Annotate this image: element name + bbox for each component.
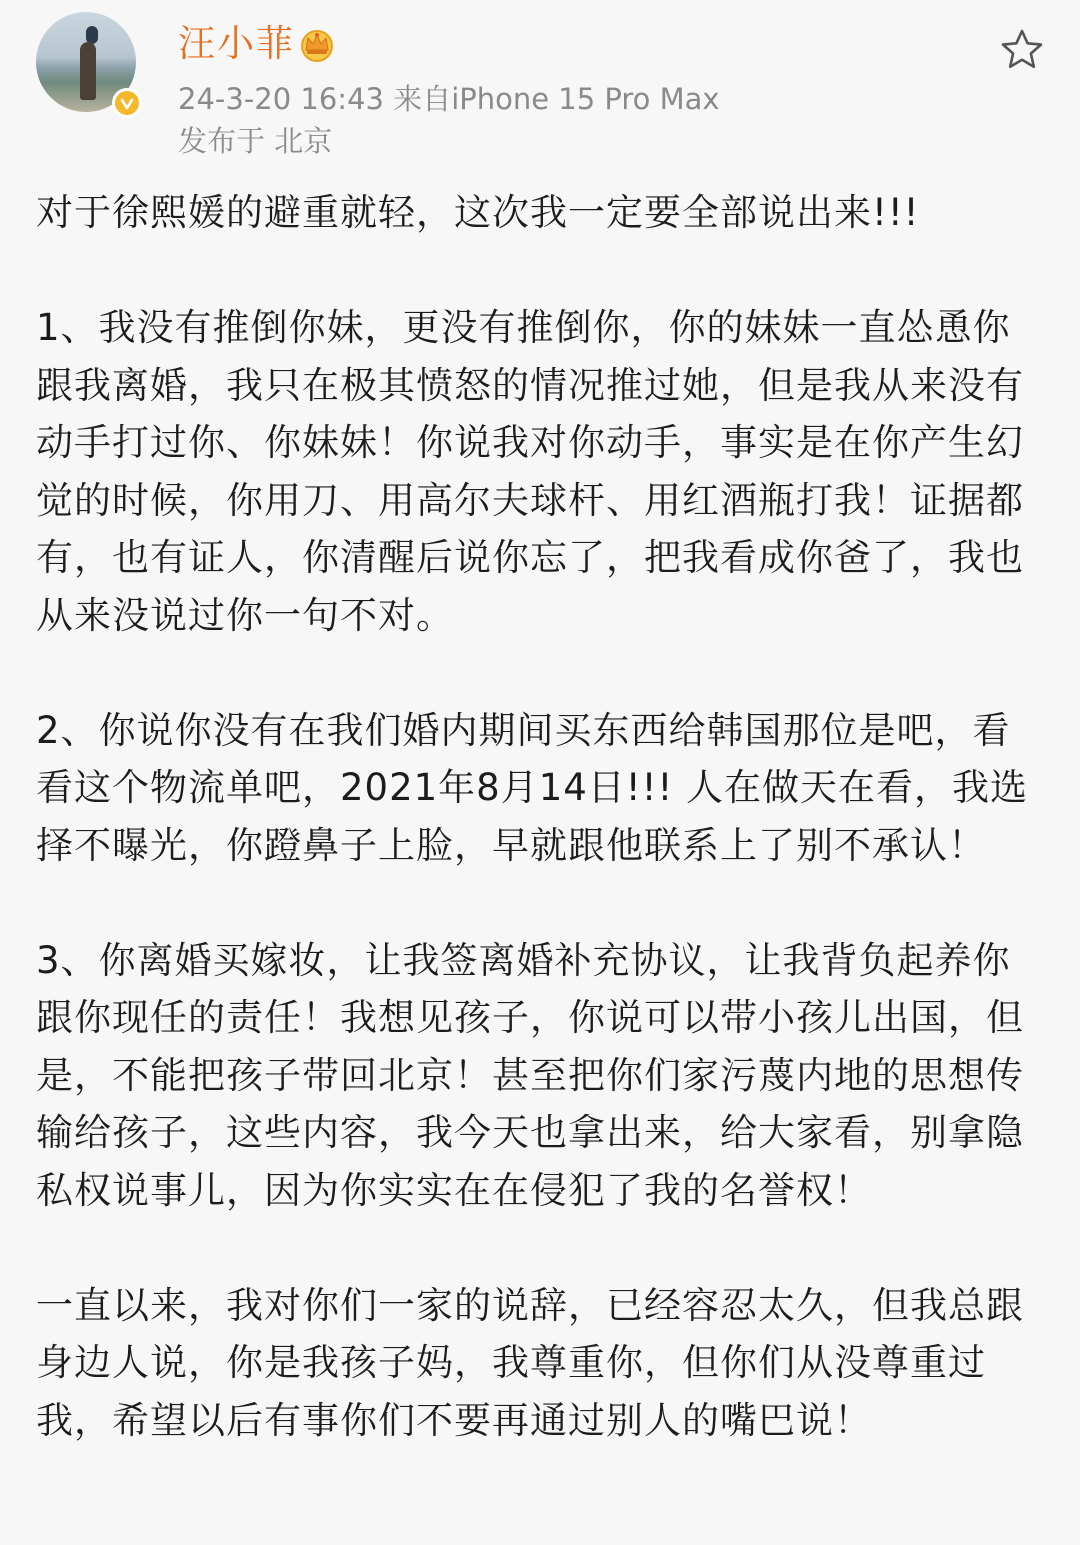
post-header [0, 0, 1080, 170]
star-icon[interactable] [998, 26, 1046, 74]
post-paragraph: 3、你离婚买嫁妆，让我签离婚补充协议，让我背负起养你跟你现任的责任！我想见孩子，你说可以带小孩儿出国，但是，不能把孩子带回北京！甚至把你们家污蔑内地的思想传输给孩子，这些内容，我今天也拿出来，给大家看，别拿隐私权说事儿，因为你实实在在侵犯了我的名誉权！ [36, 938, 1024, 1212]
post-paragraph: 对于徐熙媛的避重就轻，这次我一定要全部说出来!!! [36, 191, 920, 234]
post-body [36, 184, 1046, 1507]
verified-badge-icon [112, 88, 142, 118]
author-avatar[interactable] [36, 12, 142, 118]
post-time-source: 24-3-20 16:43 来自iPhone 15 Pro Max [178, 82, 720, 116]
crown-icon [298, 26, 336, 62]
author-name[interactable]: 汪小菲 [178, 22, 295, 65]
post-location: 发布于 北京 [178, 124, 333, 158]
post-paragraph: 1、我没有推倒你妹，更没有推倒你，你的妹妹一直怂恿你跟我离婚，我只在极其愤怒的情况推过她，但是我从来没有动手打过你、你妹妹！你说我对你动手，事实是在你产生幻觉的时候，你用刀、用高尔夫球杆、用红酒瓶打我！证据都有，也有证人，你清醒后说你忘了，把我看成你爸了，我也从来没说过你一句不对。 [36, 306, 1024, 637]
post-paragraph: 2、你说你没有在我们婚内期间买东西给韩国那位是吧，看看这个物流单吧，2021年8月14日!!! 人在做天在看，我选择不曝光，你蹬鼻子上脸，早就跟他联系上了别不承认！ [36, 708, 1029, 867]
post-paragraph: 一直以来，我对你们一家的说辞，已经容忍太久，但我总跟身边人说，你是我孩子妈，我尊重你，但你们从没尊重过我，希望以后有事你们不要再通过别人的嘴巴说！ [36, 1283, 1024, 1442]
